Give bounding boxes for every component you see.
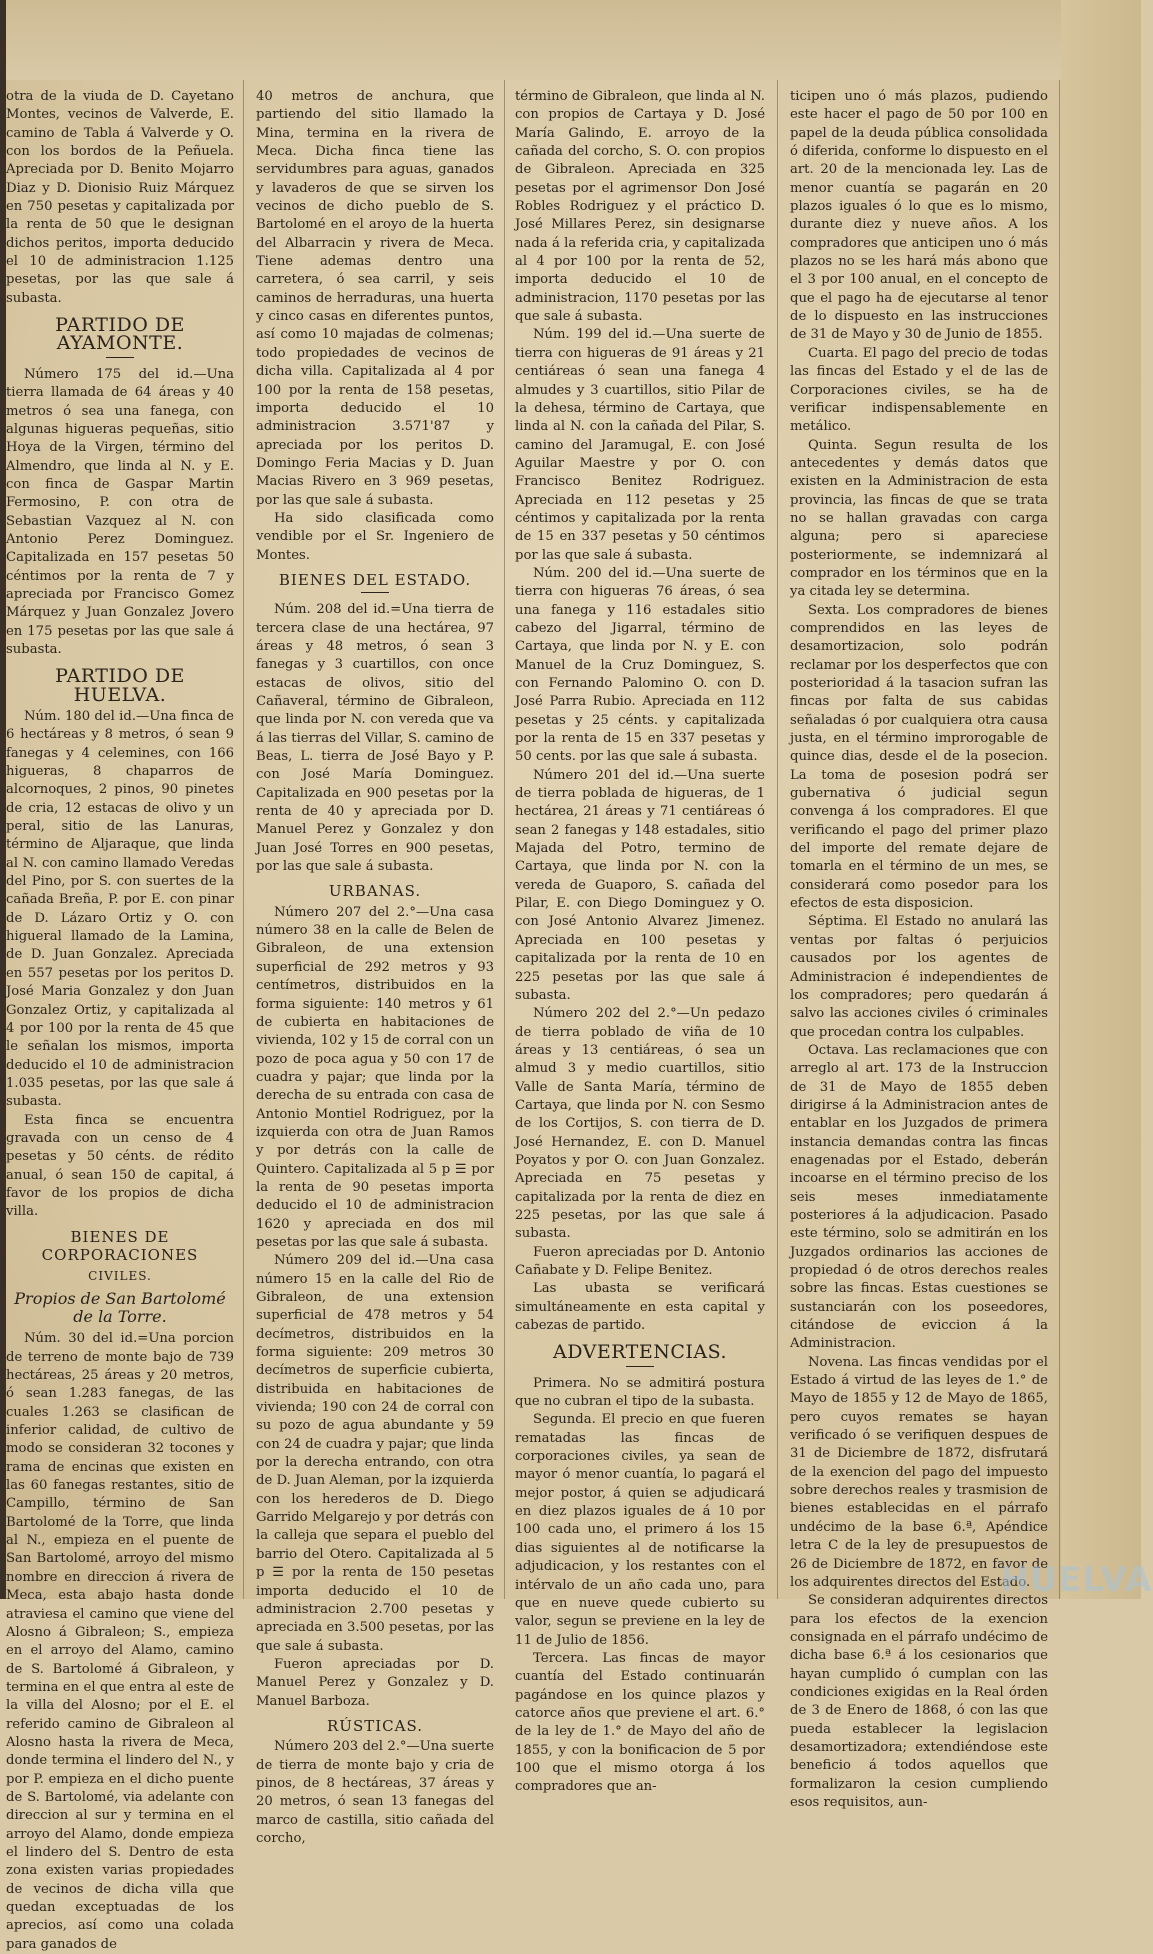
paragraph: Fueron apreciadas por D. Antonio Cañabate y D. Felipe Benitez.: [515, 1244, 765, 1278]
column-rule: [777, 80, 778, 1599]
paragraph: Fueron apreciadas por D. Manuel Perez y Gonzalez y D. Manuel Barboza.: [256, 1656, 494, 1709]
section-subheading: CIVILES.: [88, 1269, 152, 1284]
divider: [106, 357, 134, 358]
paragraph: Número 207 del 2.°—Una casa número 38 en la calle de Belen de Gibraleon, de una extension superficial de 292 metros y 93 centímetros, distribuidos en la forma siguiente: 140 metros y 61 de cubierta en habitaciones de vivienda, 102 y 15 de corral con un pozo de poca agua y 50 con 17 de cuadra y pajar; que linda por la derecha de su entrada con casa de Antonio Montiel Rodriguez, por la izquierda con otra de Juan Ramos y por detrás con la calle de Quintero. Capitalizada al 5 p ☰ por la renta de 90 pesetas importa deducido el 10 de administracion 1620 y apreciada en dos mil pesetas por las que sale á subasta.: [256, 904, 494, 1250]
section-heading-ayamonte: PARTIDO DE AYAMONTE.: [55, 314, 185, 355]
divider: [361, 592, 389, 593]
column-rule: [504, 80, 505, 1599]
section-heading-corporaciones: BIENES DE CORPORACIONES: [41, 1227, 199, 1264]
top-margin: [0, 0, 1141, 80]
section-heading-advertencias: ADVERTENCIAS.: [553, 1341, 727, 1364]
column-4: [790, 88, 1048, 1810]
paragraph: Número 201 del id.—Una suerte de tierra poblada de higueras, de 1 hectárea, 21 áreas y 71 centiáreas ó sean 2 fanegas y 148 estadales, sitio Majada del Potro, termino de Cartaya, que linda por N. con la vereda de Guaporo, S. cañada del Pilar, E. con Diego Dominguez y O. con José Antonio Alvarez Jimenez. Apreciada en 100 pesetas y capitalizada por la renta de 10 en 225 pesetas por las que sale á subasta.: [515, 767, 765, 1003]
paragraph: Núm. 199 del id.—Una suerte de tierra con higueras de 91 áreas y 21 centiáreas ó sean una fanega 4 almudes y 3 cuartillos, sitio Pilar de la dehesa, término de Cartaya, que linda al N. con la cañada del Pilar, S. camino del Jaramugal, E. con José Aguilar Maestre y por O. con Francisco Benitez Rodriguez. Apreciada en 112 pesetas y 25 céntimos y capitalizada por la renta de 15 en 337 pesetas y 50 céntimos por las que sale á subasta.: [515, 327, 765, 563]
paragraph: otra de la viuda de D. Cayetano Montes, vecinos de Valverde, E. camino de Tabla á Valverde y O. con los bordos de la Peñuela. Apreciada por D. Benito Mojarro Diaz y D. Dionisio Ruiz Márquez en 750 pesetas y capitalizada por la renta de 50 que le designan dichos peritos, importa deducido el 10 de administracion 1.125 pesetas, por las que sale á subasta.: [6, 89, 234, 306]
column-1: [6, 88, 234, 1952]
section-heading-bienes-estado: BIENES DEL ESTADO.: [278, 570, 472, 589]
column-rule: [243, 80, 244, 1599]
paragraph: Primera. No se admitirá postura que no cubran el tipo de la subasta.: [515, 1375, 765, 1410]
paragraph: Segunda. El precio en que fueren rematadas las fincas de corporaciones civiles, ya sean de mayor ó menor cuantía, lo pagará el mejor postor, á quien se adjudicará en diez plazos iguales de á 10 por 100 cada uno, el primero á los 15 dias siguientes al de notificarse la adjudicacion, y los restantes con el intérvalo de un año cada uno, para que en nueve quede cubierto su valor, segun se previene en la ley de 11 de Julio de 1856.: [515, 1412, 765, 1648]
paragraph: Número 175 del id.—Una tierra llamada de 64 áreas y 40 metros ó sea una fanega, con algunas higueras pequeñas, sitio Hoya de la Virgen, término del Almendro, que linda al N. y E. con finca de Gaspar Martin Fermosino, P. con otra de Sebastian Vazquez al N. con Antonio Perez Dominguez. Capitalizada en 157 pesetas 50 céntimos por la renta de 7 y apreciada por Francisco Gomez Márquez y Juan Gonzalez Jovero en 175 pesetas por las que sale á subasta.: [6, 366, 234, 657]
paragraph: Octava. Las reclamaciones que con arreglo al art. 173 de la Instruccion de 31 de Mayo de 1855 deben dirigirse á la Administracion antes de entablar en los Juzgados de primera instancia demandas contra las fincas enagenadas por el Estado, deberán incoarse en el término preciso de los seis meses inmediatamente posteriores á la adjudicacion. Pasado este término, solo se admitirán en los Juzgados ordinarios las acciones de propiedad ó de otros derechos reales sobre las fincas. Estas cuestiones se sustanciarán con los poseedores, citándose de eviccion á la Administracion.: [790, 1042, 1048, 1352]
paragraph: 40 metros de anchura, que partiendo del sitio llamado la Mina, termina en la rivera de Meca. Dicha finca tiene las servidumbres para aguas, ganados y lavaderos de que se sirven los vecinos de dicho pueblo de S. Bartolomé en el aroyo de la huerta del Albarracin y rivera de Meca. Tiene ademas dentro una carretera, ó sea carril, y seis caminos de herraduras, una huerta y cinco casas en diferentes puntos, así como 10 majadas de colmenas; todo propiedades de vecinos de dicha villa. Capitalizada al 4 por 100 por la renta de 158 pesetas, importa deducido el 10 administracion 3.571'87 y apreciada por los peritos D. Domingo Feria Macias y D. Juan Macias Rivero en 3 969 pesetas, por las que sale á subasta.: [256, 89, 494, 508]
paragraph: Núm. 180 del id.—Una finca de 6 hectáreas y 8 metros, ó sean 9 fanegas y 4 celemines, con 166 higueras, 8 chaparros de alcornoques, 2 pinos, 90 pinetes de cria, 12 estacas de olivo y un peral, sitio de las Lanuras, término de Aljaraque, que linda al N. con camino llamado Veredas del Pino, por S. con suertes de la cañada Breña, P. por E. con pinar de D. Lázaro Ortiz y O. con higueral llamado de la Lamina, de D. Juan Gonzalez. Apreciada en 557 pesetas por los peritos D. José Maria Gonzalez y don Juan Gonzalez Ortiz, y capitalizada al 4 por 100 por la renta de 45 que le señalan los mismos, importa deducido el 10 de administracion 1.035 pesetas, por las que sale á subasta.: [6, 709, 234, 1110]
section-heading-rusticas: RÚSTICAS.: [327, 1716, 423, 1735]
paragraph: Sexta. Los compradores de bienes comprendidos en las leyes de desamortizacion, solo podrán reclamar por los desperfectos que con posterioridad á la tasacion sufran las fincas por falta de sus cabidas señaladas ó por cualquiera otra causa justa, en el término improrogable de quince dias, desde el de la posecion. La toma de posesion podrá ser gubernativa ó judicial segun convenga á los compradores. El que verificando el pago del primer plazo del importe del remate dejare de tomarla en el término de un mes, se considerará como posedor para los efectos de esta disposicion.: [790, 602, 1048, 912]
paragraph: Se consideran adquirentes directos para los efectos de la exencion consignada en el párrafo undécimo de dicha base 6.ª á los cesionarios que hayan cumplido ó cumplan con las condiciones exigidas en la Real órden de 3 de Enero de 1868, ó con las que pueda establecer la legislacion desamortizadora; extendiéndose este beneficio á todos aquellos que formalizaron la cesion cumpliendo esos requisitos, aun-: [790, 1593, 1048, 1810]
paragraph: ticipen uno ó más plazos, pudiendo este hacer el pago de 50 por 100 en papel de la deuda pública consolidada ó diferida, conforme lo dispuesto en el art. 20 de la mencionada ley. Las de menor cuantía se pagarán en 20 plazos iguales ó lo que es lo mismo, durante diez y nueve años. A los compradores que anticipen uno ó más plazos no se les hará más abono que el 3 por 100 anual, en el concepto de que el pago ha de ejecutarse al tenor de lo dispuesto en las instrucciones de 31 de Mayo y 30 de Junio de 1855.: [790, 89, 1048, 343]
column-2: [256, 88, 494, 1846]
right-margin: [1061, 0, 1141, 1599]
paragraph: Núm. 208 del id.=Una tierra de tercera clase de una hectárea, 97 áreas y 48 metros, ó sean 3 fanegas y 3 cuartillos, con once estacas de olivos, sitio del Cañaveral, término de Gibraleon, que linda por N. con vereda que va á las tierras del Villar, S. camino de Beas, L. tierra de José Bayo y P. con José María Dominguez. Capitalizada en 900 pesetas por la renta de 40 y apreciada por D. Manuel Perez y Gonzalez y don Juan José Torres en 900 pesetas, por las que sale á subasta.: [256, 602, 494, 875]
paragraph: Quinta. Segun resulta de los antecedentes y demás datos que existen en la Administracion de esta provincia, las fincas de que se trata no se hallan gravadas con carga alguna; pero si apareciese posteriormente, se indemnizará al comprador en los términos que en la ya citada ley se determina.: [790, 437, 1048, 600]
paragraph: Séptima. El Estado no anulará las ventas por faltas ó perjuicios causados por los agentes de Administracion é independientes de los compradores; pero quedarán á salvo las acciones civiles ó criminales que procedan contra los culpables.: [790, 914, 1048, 1040]
paragraph: Número 203 del 2.°—Una suerte de tierra de monte bajo y cria de pinos, de 8 hectáreas, 37 áreas y 20 metros, ó sean 13 fanegas del marco de castilla, sitio cañada del corcho,: [256, 1739, 494, 1846]
paragraph: Las ubasta se verificará simultáneamente en esta capital y cabezas de partido.: [515, 1281, 765, 1334]
paragraph: término de Gibraleon, que linda al N. con propios de Cartaya y D. José María Galindo, E. arroyo de la cañada del corcho, S. O. con propios de Gibraleon. Apreciada en 325 pesetas por el agrimensor Don José Robles Rodriguez y el práctico D. José Millares Perez, sin designarse nada á la referida cria, y capitalizada al 4 por 100 por la renta de 52, importa deducido el 10 de administracion, 1170 pesetas por las que sale á subasta.: [515, 89, 765, 325]
paragraph: Núm. 200 del id.—Una suerte de tierra con higueras 76 áreas, ó sea una fanega y 116 estadales sitio cabezo del Jigarral, término de Cartaya, que linda por N. y E. con Manuel de la Cruz Dominguez, S. con Fernando Palomino O. con D. José Parra Rubio. Apreciada en 112 pesetas y 25 cénts. y capitalizada por la renta de 15 en 337 pesetas y 50 cents. por las que sale á subasta.: [515, 565, 765, 765]
paragraph: Ha sido clasificada como vendible por el Sr. Ingeniero de Montes.: [256, 510, 494, 563]
archive-watermark: HUELVA: [1000, 1560, 1153, 1600]
column-3: [515, 88, 765, 1795]
section-heading-huelva: PARTIDO DE HUELVA.: [55, 665, 185, 706]
paragraph: Número 209 del id.—Una casa número 15 en la calle del Rio de Gibraleon, de una extension superficial de 478 metros y 54 decímetros, distribuidos en la forma siguiente: 209 metros 30 decímetros de superficie cubierta, distribuida en habitaciones de vivienda; 190 con 24 de corral con su pozo de agua abundante y 59 con 24 de cuadra y pajar; que linda por la derecha entrando, con otra de D. Juan Aleman, por la izquierda con los herederos de D. Diego Garrido Melgarejo y por detrás con la calleja que separa el pueblo del barrio del Otero. Capitalizada al 5 p ☰ por la renta de 150 pesetas importa deducido el 10 de administracion 2.700 pesetas y apreciada en 3.500 pesetas, por las que sale á subasta.: [256, 1253, 494, 1654]
section-heading-urbanas: URBANAS.: [328, 882, 422, 901]
paragraph: Cuarta. El pago del precio de todas las fincas del Estado y el de las de Corporaciones civiles, se ha de verificar indispensablemente en metálico.: [790, 345, 1048, 435]
paragraph: Novena. Las fincas vendidas por el Estado á virtud de las leyes de 1.° de Mayo de 1855 y 12 de Mayo de 1865, pero cuyos remates se hayan verificado ó se verifiquen despues de 31 de Diciembre de 1872, disfrutará de la exencion del pago del impuesto sobre derechos reales y trasmision de bienes establecidas en el párrafo undécimo de la base 6.ª, Apéndice letra C de la ley de presupuestos de 26 de Diciembre de 1872, en favor de los adquirentes directos del Estado.: [790, 1354, 1048, 1590]
paragraph: Núm. 30 del id.=Una porcion de terreno de monte bajo de 739 hectáreas, 25 áreas y 20 metros, ó sean 1.283 fanegas, de las cuales 1.263 se clasifican de inferior calidad, de cultivo de modo se consideran 32 tocones y rama de encinas que existen en las 60 fanegas restantes, sitio de Campillo, término de San Bartolomé de la Torre, que linda al N., empieza en el puente de San Bartolomé, arroyo del mismo nombre en direccion á rivera de Meca, esta abajo hasta donde atraviesa el camino que viene del Alosno á Gibraleon; S., empieza en el arroyo del Alamo, camino de S. Bartolomé á Gibraleon, y termina en el que entra al este de la villa del Alosno; por el E. el referido camino de Gibraleon al Alosno hasta la rivera de Meca, donde termina el lindero del N., y por P. empieza en el dicho puente de S. Bartolomé, via adelante con direccion al sur y termina en el arroyo del Alamo, donde empieza el lindero del S. Dentro de esta zona existen varias propiedades de vecinos de dicha villa que quedan exceptuadas de los aprecios, así como una colada para ganados de: [6, 1331, 234, 1952]
paragraph: Esta finca se encuentra gravada con un censo de 4 pesetas y 50 cénts. de rédito anual, ó sean 150 de capital, á favor de los propios de dicha villa.: [6, 1112, 234, 1220]
column-rule: [1059, 80, 1060, 1599]
paragraph: Número 202 del 2.°—Un pedazo de tierra poblado de viña de 10 áreas y 13 centiáreas, ó sea un almud 3 y medio cuartillos, sitio Valle de Santa María, término de Cartaya, que linda por N. con Sesmo de los Cortijos, S. con tierra de D. José Hernandez, E. con D. Manuel Poyatos y por O. con Juan Gonzalez. Apreciada en 75 pesetas y capitalizada por la renta de diez en 225 pesetas, por las que sale á subasta.: [515, 1006, 765, 1242]
paragraph: Tercera. Las fincas de mayor cuantía del Estado continuarán pagándose en los quince plazos y catorce años que previene el art. 6.° de la ley de 1.° de Mayo del año de 1855, y con la bonificacion de 5 por 100 que el mismo otorga á los compradores que an-: [515, 1650, 765, 1795]
subsection-heading-san-bartolome: Propios de San Bartolomé de la Torre.: [14, 1288, 226, 1326]
divider: [626, 1366, 654, 1367]
